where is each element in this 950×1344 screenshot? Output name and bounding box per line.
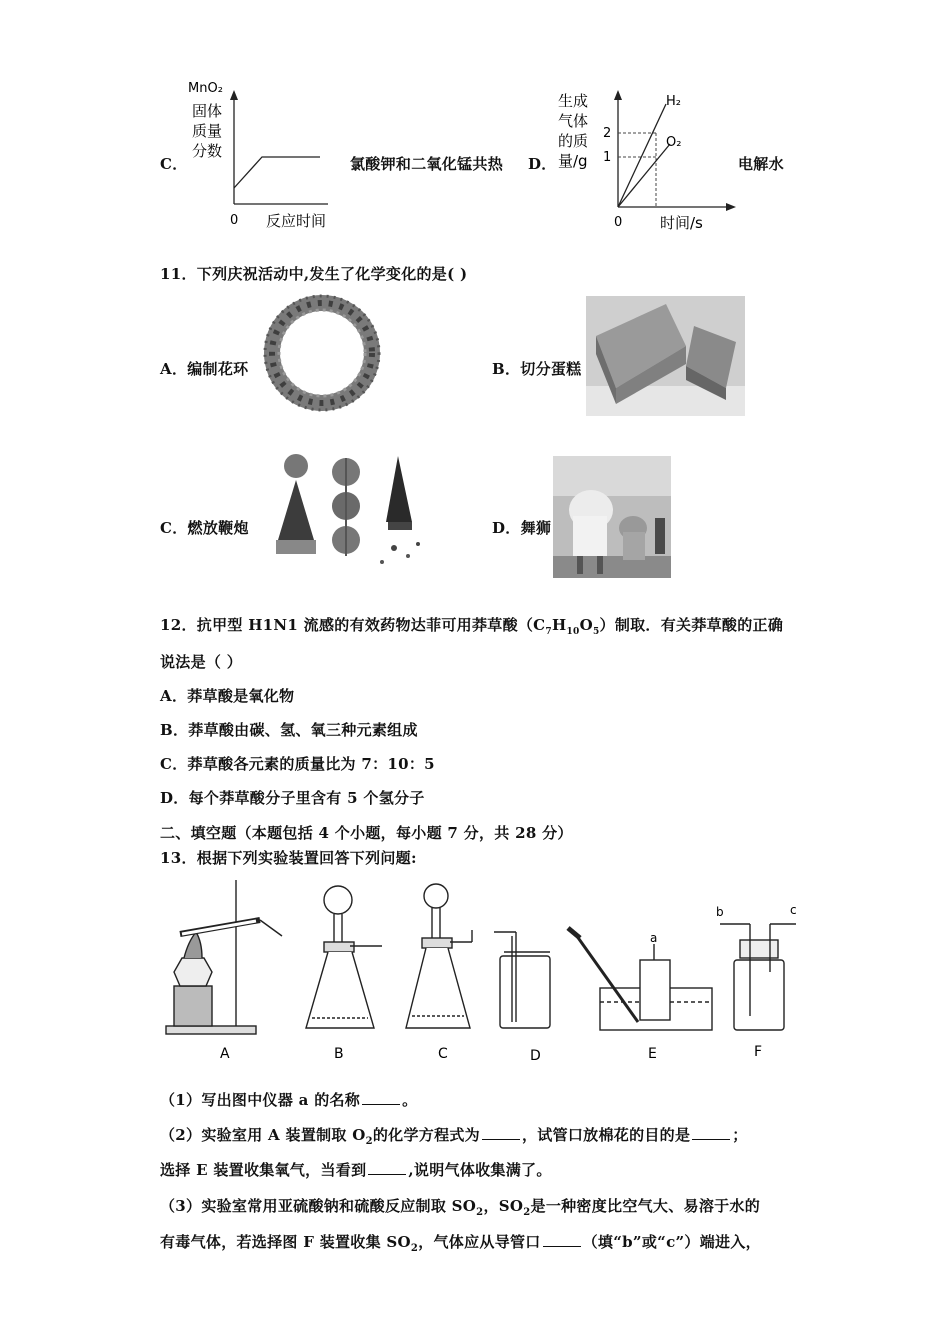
q13-p2-d: ； — [732, 1126, 748, 1144]
q13-p3-b: ，SO — [483, 1197, 524, 1215]
blank-2[interactable] — [482, 1139, 520, 1140]
q13-part3-line2 — [160, 1231, 761, 1254]
apparatus-label-e: E — [648, 1046, 657, 1062]
q13-p3-sub1: 2 — [476, 1207, 484, 1218]
graph-d-tick-2: 2 — [603, 126, 612, 141]
q13-p3-d: 有毒气体，若选择图 F 装置收集 SO — [160, 1233, 411, 1251]
q10-c-caption: 氯酸钾和二氧化锰共热 — [350, 155, 504, 173]
q13-part2-line1 — [160, 1124, 748, 1147]
graph-d-origin: 0 — [614, 215, 623, 230]
q13-p3-c: 是一种密度比空气大、易溶于水的 — [530, 1197, 761, 1215]
q12-option-a: A．莽草酸是氧化物 — [160, 687, 295, 705]
label-a-marker: a — [650, 931, 658, 945]
q12-option-c: C．莽草酸各元素的质量比为 7：10：5 — [160, 755, 435, 773]
q11-option-a: A．编制花环 — [160, 360, 249, 378]
graph-c-yaxis-arrow — [230, 90, 238, 100]
graph-c-curve — [234, 157, 320, 188]
q13-p1-pre: （1）写出图中仪器 a 的名称 — [160, 1091, 361, 1109]
q12-option-d: D．每个莽草酸分子里含有 5 个氢分子 — [160, 789, 425, 807]
blank-4[interactable] — [368, 1174, 406, 1175]
q13-part2-line2 — [160, 1159, 552, 1180]
graph-c-ytop: MnO₂ — [188, 81, 223, 96]
q12-sub-o: 5 — [592, 627, 600, 637]
blank-5[interactable] — [543, 1246, 581, 1247]
q13-part3-line1 — [160, 1195, 760, 1218]
graph-d-tick-1: 1 — [603, 150, 612, 165]
q10-c-letter: C． — [160, 155, 188, 173]
lion-dance-image — [553, 456, 671, 578]
q10-d-caption: 电解水 — [738, 155, 784, 173]
q13-stem: 13．根据下列实验装置回答下列问题: — [160, 849, 417, 867]
q13-p2-b: 的化学方程式为 — [372, 1126, 480, 1144]
apparatus-label-c: C — [438, 1046, 448, 1062]
q11-option-b: B．切分蛋糕 — [492, 360, 582, 378]
graph-d-line-h2 — [618, 104, 666, 207]
graph-c — [186, 76, 336, 234]
graph-d-ylabel-2: 气体 — [558, 112, 589, 130]
q12-stem-line1 — [160, 614, 783, 637]
q12-o: O — [579, 616, 593, 634]
label-b-marker: b — [716, 905, 724, 919]
cake-image — [586, 296, 745, 416]
q12-stem-post: ）制取．有关莽草酸的正确 — [599, 616, 784, 634]
q13-p2-f: ,说明气体收集满了。 — [408, 1161, 552, 1179]
apparatus-e — [568, 928, 712, 1030]
apparatus-figure — [160, 876, 810, 1066]
q11-option-d: D．舞狮 — [492, 519, 552, 537]
apparatus-b — [306, 886, 382, 1028]
q12-option-b: B．莽草酸由碳、氢、氧三种元素组成 — [160, 721, 418, 739]
q12-sub-c: 7 — [545, 627, 552, 637]
graph-d-line-o2 — [618, 144, 670, 207]
q12-sub-h: 10 — [566, 627, 580, 637]
graph-d-ylabel-4: 量/g — [558, 152, 588, 170]
graph-c-origin: 0 — [230, 213, 239, 228]
q12-stem-line2: 说法是（ ） — [160, 653, 243, 671]
apparatus-f — [720, 924, 796, 1030]
q13-p2-e: 选择 E 装置收集氧气，当看到 — [160, 1161, 367, 1179]
apparatus-label-d: D — [530, 1048, 541, 1064]
graph-d-yaxis-arrow — [614, 90, 622, 100]
graph-d-xaxis-arrow — [726, 203, 736, 211]
graph-c-ylabel-1: 固体 — [192, 102, 223, 120]
graph-d-o2-label: O₂ — [666, 135, 682, 150]
graph-d — [556, 86, 746, 234]
q13-p3-e: ，气体应从导管口 — [418, 1233, 541, 1251]
q11-stem: 11．下列庆祝活动中,发生了化学变化的是( ) — [160, 265, 468, 283]
firecracker-image — [258, 452, 438, 574]
q10-d-letter: D． — [528, 155, 557, 173]
q13-p2-c: ，试管口放棉花的目的是 — [521, 1126, 691, 1144]
graph-d-h2-label: H₂ — [666, 94, 681, 109]
q13-p2-sub: 2 — [365, 1136, 373, 1147]
apparatus-d — [494, 932, 550, 1028]
q13-p1-post: 。 — [402, 1091, 418, 1109]
graph-c-xlabel: 反应时间 — [266, 212, 327, 230]
q13-part1 — [160, 1089, 417, 1110]
q13-p3-sub3: 2 — [410, 1243, 419, 1254]
q13-p3-a: （3）实验室常用亚硫酸钠和硫酸反应制取 SO — [160, 1197, 477, 1215]
graph-d-ylabel-3: 的质 — [558, 132, 589, 150]
apparatus-label-a: A — [220, 1046, 230, 1062]
graph-d-ylabel-1: 生成 — [558, 92, 589, 110]
q12-h: H — [551, 616, 567, 634]
label-c-marker: c — [790, 903, 797, 917]
graph-d-xlabel: 时间/s — [660, 214, 703, 232]
q13-p2-a: （2）实验室用 A 装置制取 O — [160, 1126, 366, 1144]
q11-option-c: C．燃放鞭炮 — [160, 519, 249, 537]
graph-c-ylabel-2: 质量 — [192, 122, 223, 140]
q13-p3-f: （填“b”或“c”）端进入， — [582, 1233, 761, 1251]
graph-c-ylabel-3: 分数 — [192, 142, 223, 160]
apparatus-label-b: B — [334, 1046, 344, 1062]
q12-stem-pre: 12．抗甲型 H1N1 流感的有效药物达菲可用莽草酸（C — [160, 616, 546, 634]
section-2-title: 二、填空题（本题包括 4 个小题，每小题 7 分，共 28 分） — [160, 824, 573, 842]
q13-p3-sub2: 2 — [523, 1207, 531, 1218]
apparatus-c — [406, 884, 472, 1028]
blank-1[interactable] — [362, 1104, 400, 1105]
apparatus-label-f: F — [754, 1044, 763, 1060]
apparatus-a — [166, 880, 282, 1034]
wreath-image — [258, 290, 386, 416]
blank-3[interactable] — [692, 1139, 730, 1140]
